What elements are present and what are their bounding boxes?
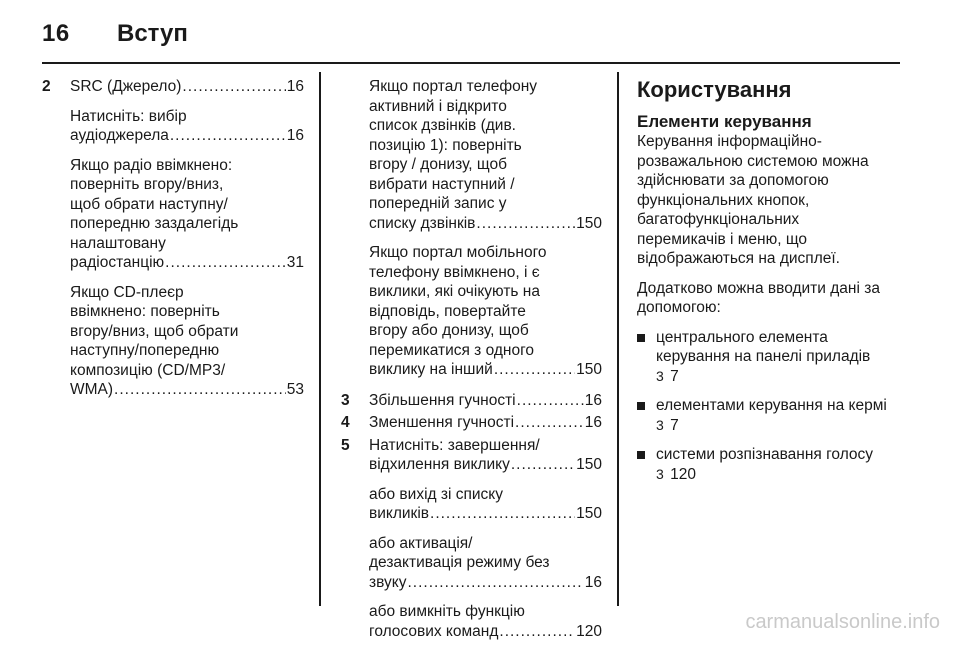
toc-text: активний і відкрито [369,97,507,115]
body-paragraph [637,132,899,269]
entry-4 [341,413,602,433]
toc-text: відповідь, повертайте [369,302,526,320]
toc-text: попередній запис у [369,195,507,212]
toc-text: список дзвінків (див. [369,117,516,134]
toc-text: або вихід зі списку [369,485,503,503]
page-ref[interactable]: 150 [576,505,602,522]
square-bullet-icon [637,402,645,410]
page-title: Вступ [117,20,188,47]
square-bullet-icon [637,334,645,342]
column-divider-2 [617,72,619,606]
toc-text: вгору або донизу, щоб [369,322,529,339]
toc-paragraph [369,534,602,593]
toc-paragraph [369,436,602,475]
toc-text: вгору / донизу, щоб [369,156,507,173]
entry-number: 3 [341,391,350,409]
body-text: відображаються на дисплеї. [637,250,840,267]
toc-text: позицію 1): поверніть [369,136,522,154]
toc-paragraph [70,156,304,273]
toc-text: або активація/ [369,534,473,552]
page-ref[interactable]: 16 [286,78,304,95]
entry-2 [42,77,304,400]
toc-text: вибрати наступний / [369,175,515,193]
toc-text: щоб обрати наступну/ [70,195,228,213]
bullet-text: керування на панелі приладів [656,348,871,365]
square-bullet-icon [637,451,645,459]
toc-paragraph [369,602,602,641]
toc-text: виклику на інший [369,361,493,378]
bullet-item [637,445,899,484]
subsection-title: Елементи керування [637,112,812,131]
toc-text: попередню заздалегідь [70,215,239,232]
page-ref[interactable]: 31 [286,254,304,271]
page-number: 16 [42,20,70,47]
page-ref[interactable]: 16 [286,127,304,144]
page-ref[interactable]: 16 [584,391,602,409]
toc-text: відхилення виклику [369,456,510,473]
page-ref[interactable]: 16 [584,414,602,431]
toc-text: списку дзвінків [369,214,476,232]
page-ref-icon: 3 [656,367,664,384]
toc-text: вгору/вниз, щоб обрати [70,322,239,340]
toc-text: Якщо радіо ввімкнено: [70,156,233,174]
page-ref[interactable]: 120 [670,465,696,483]
entry-2-continued [341,77,602,380]
page-ref[interactable]: 16 [584,573,602,591]
section-title: Користування [637,77,792,102]
page-ref[interactable]: 120 [576,622,602,640]
toc-text: викликів [369,505,430,522]
body-text: багатофункціональних [637,211,800,228]
toc-text: радіостанцію [70,254,165,271]
toc-paragraph [369,243,602,380]
bullet-item [637,328,899,387]
column-divider-1 [319,72,321,606]
toc-text: Натисніть: вибір [70,107,187,125]
page-ref[interactable]: 150 [576,361,602,378]
toc-text: або вимкніть функцію [369,603,525,620]
page-ref-icon: 3 [656,465,664,482]
toc-paragraph [369,77,602,233]
toc-text: Якщо CD-плеєр [70,283,184,301]
toc-paragraph [369,485,602,524]
bullet-item [637,396,899,435]
toc-text: наступну/попередню [70,342,220,359]
page-ref[interactable]: 53 [286,381,304,398]
watermark: carmanualsonline.info [745,611,940,633]
toc-text: Збільшення гучності [369,391,516,409]
toc-text: виклики, які очікують на [369,283,540,300]
toc-text: звуку [369,573,407,591]
toc-text: аудіоджерела [70,127,169,144]
toc-text: Якщо портал телефону [369,78,538,95]
toc-text: композицію (CD/MP3/ [70,361,226,379]
toc-text: голосових команд [369,622,499,640]
toc-paragraph [70,107,304,146]
entry-5 [341,436,602,642]
body-text: Додатково можна вводити дані за [637,279,880,297]
body-paragraph [637,279,899,318]
toc-text: дезактивація режиму без [369,554,550,571]
page-ref[interactable]: 7 [670,367,679,385]
toc-paragraph [70,283,304,400]
body-text: функціональних кнопок, [637,191,810,209]
toc-text: ввімкнено: поверніть [70,303,220,320]
entry-3 [341,391,602,411]
toc-text: Якщо портал мобільного [369,244,547,261]
column-2 [341,77,602,652]
column-3 [637,77,899,494]
toc-text: налаштовану [70,234,166,252]
header-rule [42,62,900,64]
toc-text: перемикатися з одного [369,341,535,359]
toc-text: поверніть вгору/вниз, [70,176,224,193]
toc-text: Зменшення гучності [369,414,515,431]
toc-text: WMA) [70,381,114,398]
entry-number: 2 [42,78,51,95]
body-text: Керування інформаційно- [637,133,822,150]
bullet-text: елементами керування на кермі [656,397,887,414]
bullet-text: центрального елемента [656,328,828,346]
toc-text: телефону ввімкнено, і є [369,263,540,281]
page-ref[interactable]: 150 [576,214,602,232]
body-text: здійснювати за допомогою [637,172,829,189]
entry-number: 5 [341,436,350,454]
page-ref-icon: 3 [656,416,664,433]
toc-text: Натисніть: завершення/ [369,436,540,454]
toc-paragraph [70,77,304,97]
body-text: перемикачів і меню, що [637,230,808,248]
toc-text: SRC (Джерело) [70,78,182,95]
body-text: допомогою: [637,299,721,316]
body-text: розважальною системою можна [637,152,869,170]
page-ref[interactable]: 150 [576,456,602,473]
page-ref[interactable]: 7 [670,416,679,434]
bullet-text: системи розпізнавання голосу [656,446,874,463]
entry-number: 4 [341,414,350,431]
column-1 [42,77,304,411]
